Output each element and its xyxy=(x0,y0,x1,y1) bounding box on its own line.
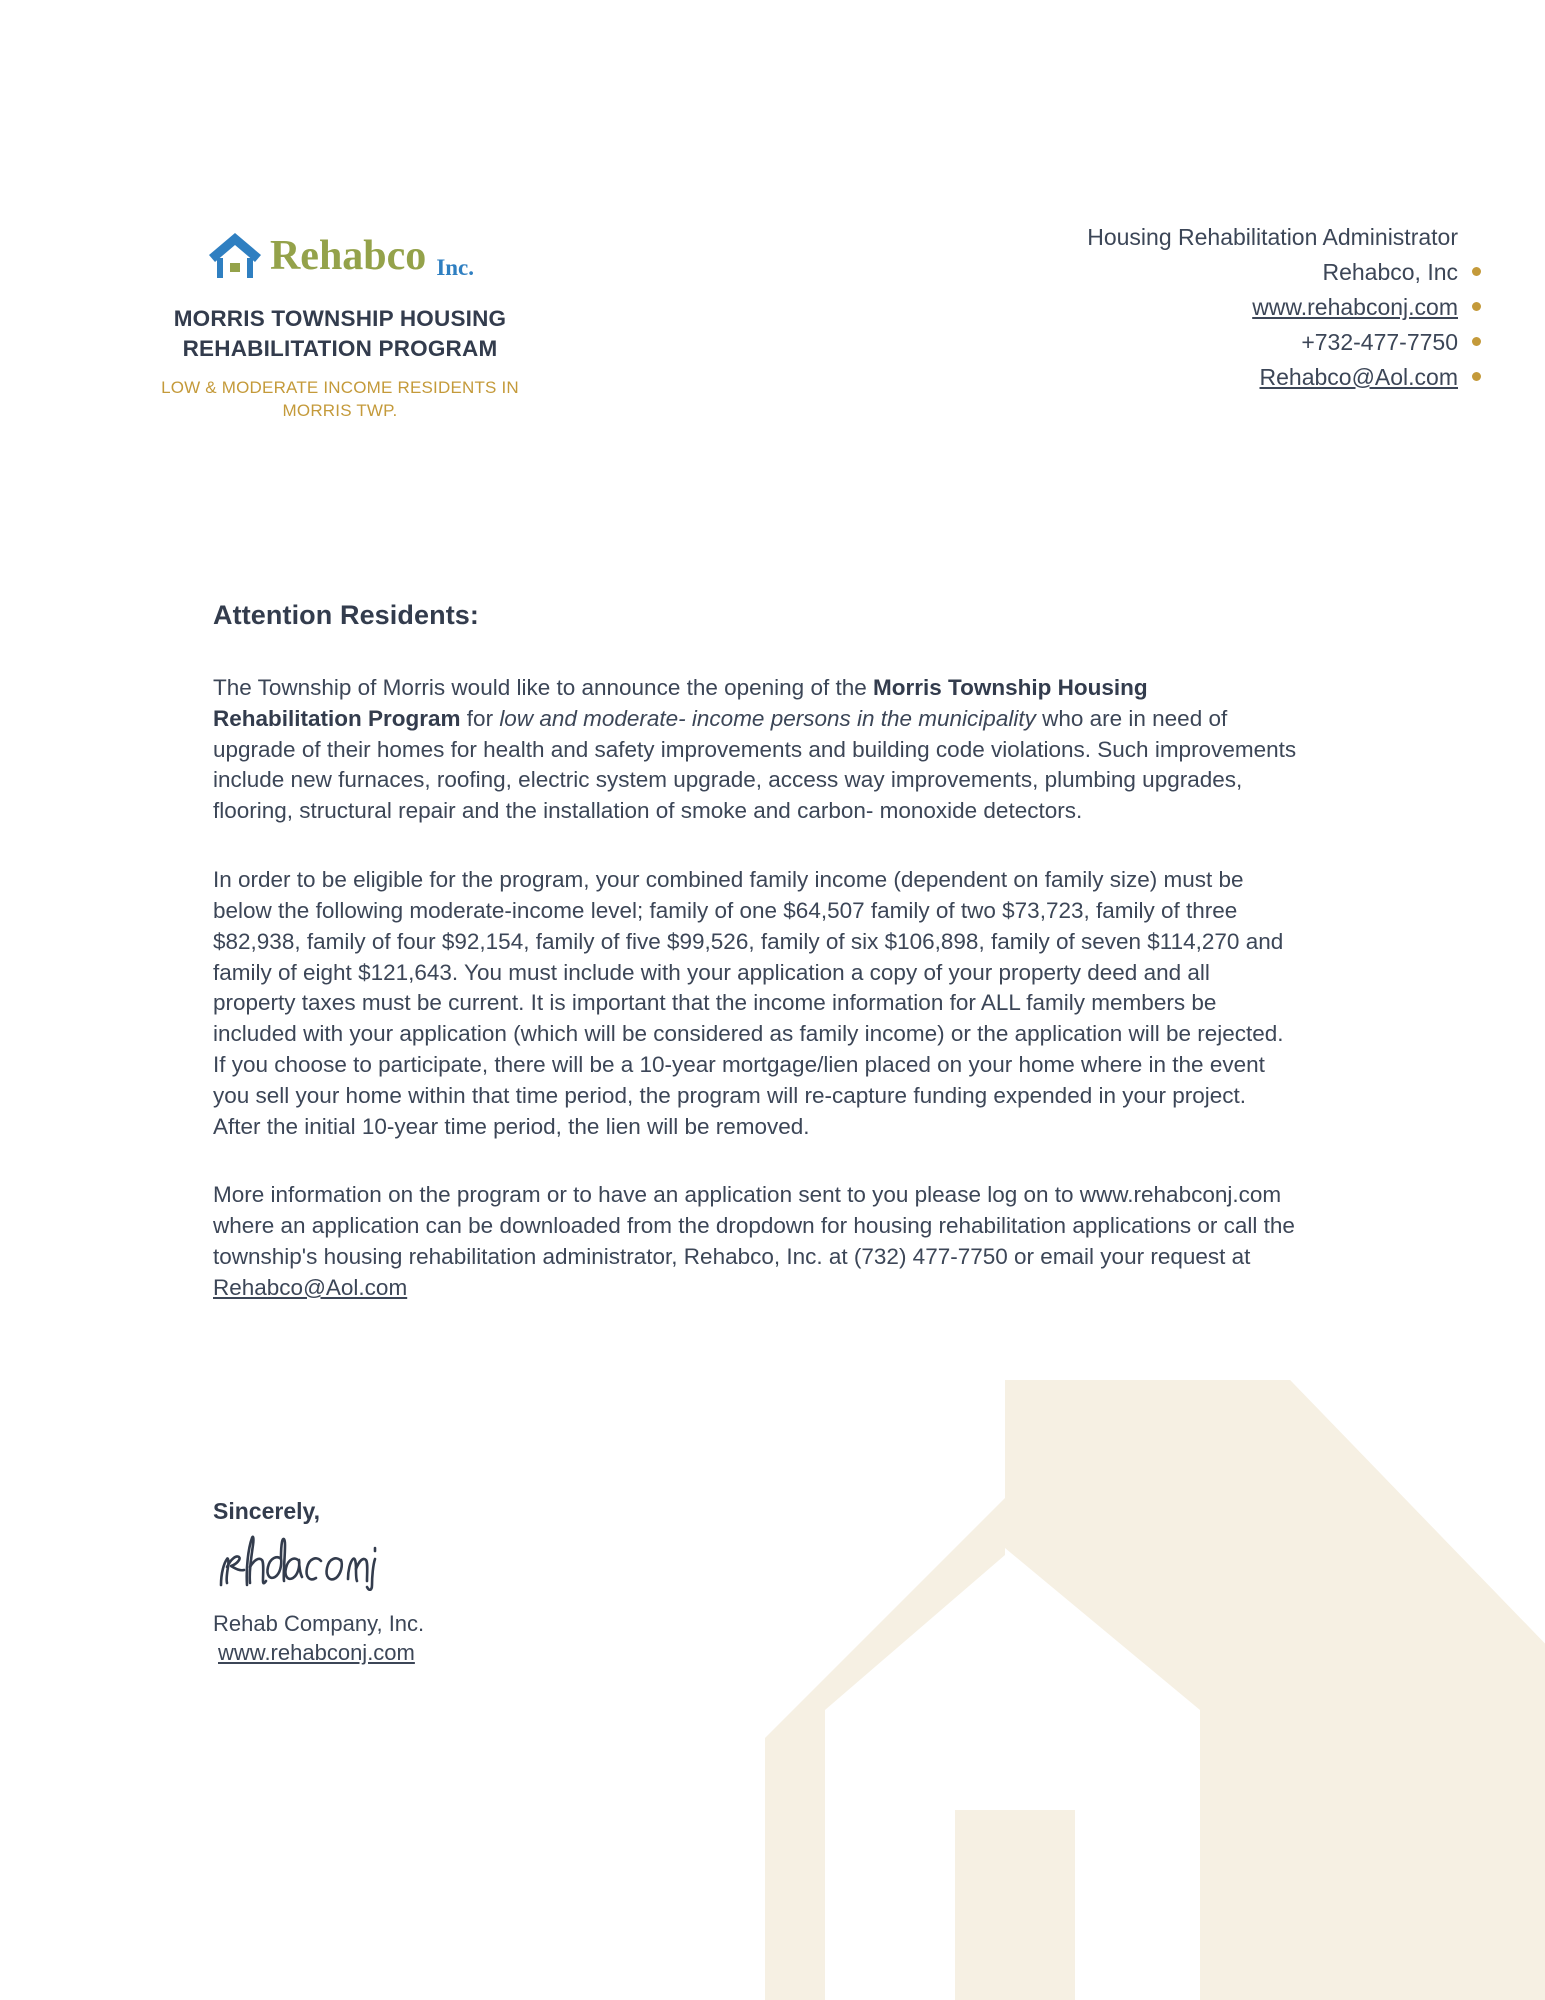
sincerely-label: Sincerely, xyxy=(213,1498,320,1524)
contact-block xyxy=(550,210,1485,395)
brand-block xyxy=(130,210,550,423)
closing-block xyxy=(213,1609,813,1668)
website-link[interactable]: www.rehabconj.com xyxy=(1252,293,1458,320)
letterhead-header xyxy=(0,210,1545,423)
program-title: MORRIS TOWNSHIP HOUSING REHABILITATION PROGRAM xyxy=(173,306,507,361)
contact-line-email[interactable] xyxy=(550,360,1481,395)
contact-text: Housing Rehabilitation Administrator xyxy=(1087,224,1458,250)
paragraph-eligibility: In order to be eligible for the program, your combined family income (dependent on family size) must be below the following moderate-income level; family of one $64,507 family of two $73,723, family of three $82,938, family of four $92,154, family of five $99,526, family of six $106,898, family of seven $114,270 and family of eight $121,643. You must include with your application a copy of your property deed and all property taxes must be current. It is important that the income information for ALL family members be included with your application (which will be considered as family income) or the application will be rejected. If you choose to participate, there will be a 10-year mortgage/lien placed on your home where in the event you sell your home within that time period, the program will re-capture funding expended in your project. After the initial 10-year time period, the lien will be removed. xyxy=(213,867,1284,1139)
contact-text: Rehabco, Inc xyxy=(1322,258,1458,285)
logo-suffix: Inc. xyxy=(436,255,475,280)
house-icon xyxy=(206,230,264,282)
letter-body xyxy=(213,600,1298,1342)
logo xyxy=(130,230,550,282)
bullet-dot-icon xyxy=(1472,337,1481,346)
program-subtitle: LOW & MODERATE INCOME RESIDENTS IN MORRIS TWP. xyxy=(161,378,519,421)
contact-line-phone[interactable] xyxy=(550,325,1481,360)
contact-line-company xyxy=(550,255,1481,290)
para3-part1: More information on the program or to have an application sent to you please log on to www.rehabconj.com where an application can be downloaded from the dropdown for housing rehabilitation applications or call the township's housing rehabilitation administrator, Rehabco, Inc. at (732) 477-7750 or email your request at xyxy=(213,1182,1295,1269)
contact-line-administrator xyxy=(550,220,1481,255)
company-name: Rehab Company, Inc. xyxy=(213,1611,425,1636)
handwritten-signature-icon xyxy=(215,1529,813,1591)
contact-line-website[interactable] xyxy=(550,290,1481,325)
paragraph-more-info xyxy=(213,1180,1298,1303)
para3-email-link[interactable]: Rehabco@Aol.com xyxy=(213,1274,408,1300)
company-website-link[interactable]: www.rehabconj.com xyxy=(218,1640,415,1666)
page-title: Attention Residents: xyxy=(213,600,480,630)
email-link[interactable]: Rehabco@Aol.com xyxy=(1259,363,1458,390)
bullet-dot-icon xyxy=(1472,267,1481,276)
paragraph-intro xyxy=(213,673,1298,827)
para1-italic-eligibility: low and moderate- income persons in the municipality xyxy=(499,705,1036,731)
logo-wordmark: Rehabco xyxy=(269,233,427,279)
para1-part1: The Township of Morris would like to announce the opening of the xyxy=(213,675,873,700)
para1-part3: who are in need of upgrade of their homes for health and safety improvements and building code violations. Such improvements include new furnaces, roofing, electric system upgrade, access way improvements, plumbing upgrades, flooring, structural repair and the installation of smoke and carbon- monoxide detectors. xyxy=(213,705,1297,824)
signature-block xyxy=(213,1498,813,1668)
bullet-dot-icon xyxy=(1472,372,1481,381)
bullet-dot-icon xyxy=(1472,302,1481,311)
house-watermark-icon xyxy=(705,1380,1545,2000)
para1-part2: for xyxy=(460,705,500,731)
para1-bold-program-name: Morris Township Housing Rehabilitation Program xyxy=(213,675,1148,731)
phone-number[interactable]: +732-477-7750 xyxy=(1301,328,1458,355)
